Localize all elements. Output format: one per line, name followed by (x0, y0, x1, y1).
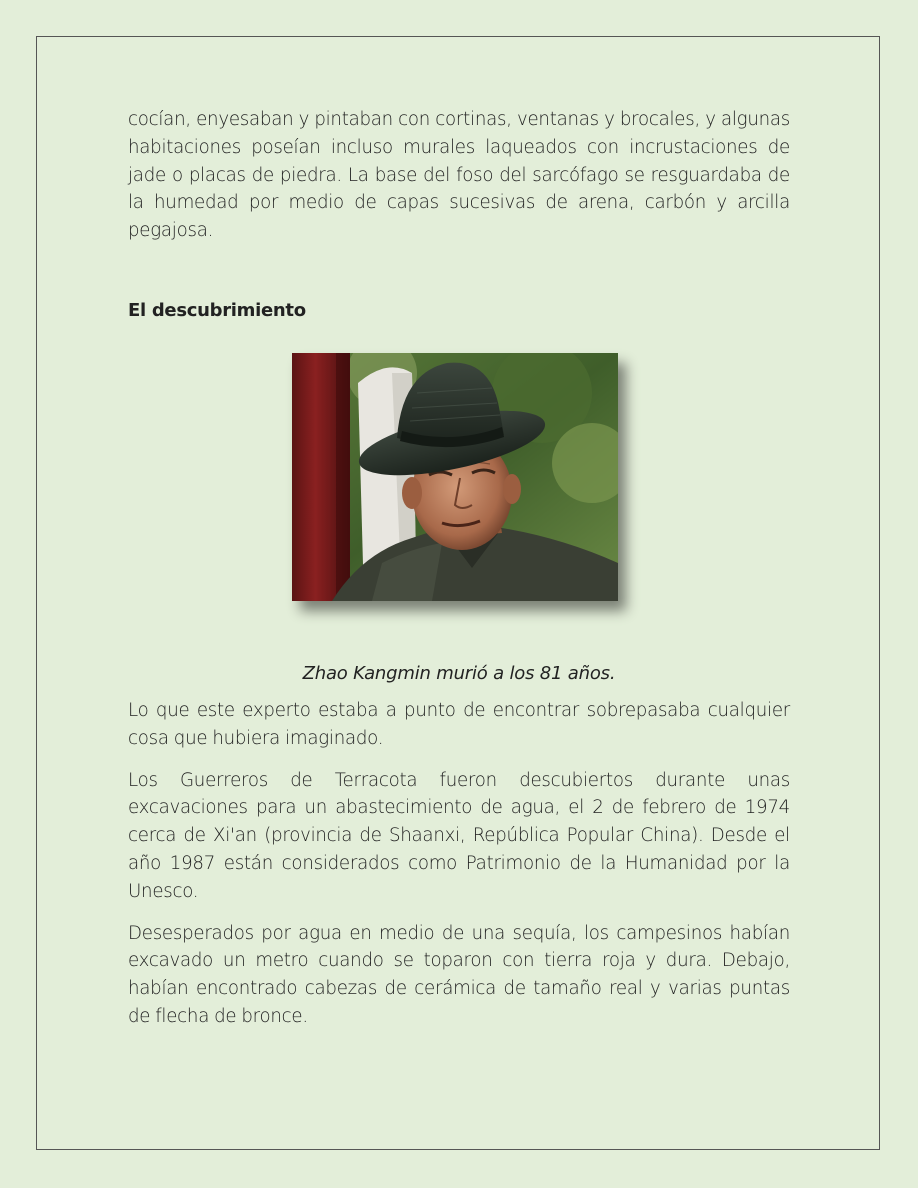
photo-caption: Zhao Kangmin murió a los 81 años. (302, 662, 616, 684)
paragraph-1: Lo que este experto estaba a punto de encontrar sobrepasaba cualquier cosa que hubiera imaginado. (128, 699, 790, 749)
section-heading: El descubrimiento (128, 299, 306, 321)
paragraph-3: Desesperados por agua en medio de una sequía, los campesinos habían excavado un metro cuando se toparon con tierra roja y dura. Debajo, habían encontrado cabezas de cerámica de tamaño real y varias puntas de flecha de bronce. (128, 922, 790, 1027)
portrait-photo (292, 353, 618, 601)
intro-paragraph: cocían, enyesaban y pintaban con cortinas, ventanas y brocales, y algunas habitaciones poseían incluso murales laqueados con incrustaciones de jade o placas de piedra. La base del foso del sarcófago se resguardaba de la humedad por medio de capas sucesivas de arena, carbón y arcilla pegajosa. (128, 109, 790, 242)
paragraph-2: Los Guerreros de Terracota fueron descubiertos durante unas excavaciones para un abastecimiento de agua, el 2 de febrero de 1974 cerca de Xi'an (provincia de Shaanxi, República Popular China). Desde el año 1987 están considerados como Patrimonio de la Humanidad por la Unesco. (128, 769, 790, 902)
page-content (128, 106, 790, 1045)
